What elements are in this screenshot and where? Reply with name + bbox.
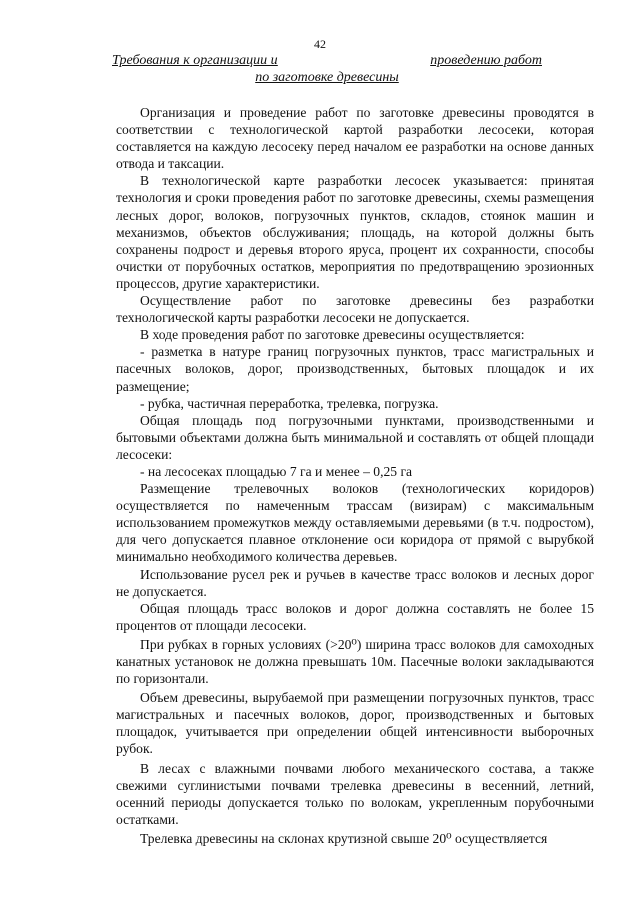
section-heading [112,53,542,86]
heading-line-1 [112,53,542,69]
paragraph: В технологической карте разработки лесосек указывается: принятая технология и сроки проведения работ по заготовке древесины, схемы размещения лесных дорог, волоков, погрузочных пунктов, складов, стоянок машин и механизмов, объектов обслуживания; площадь, на которой должны быть сохранены подрост и деревья второго яруса, процент их сохранности, способы очистки от порубочных остатков, мероприятия по предотвращению эрозионных процессов, другие характеристики. [116,173,594,291]
list-item: - рубка, частичная переработка, трелевка, погрузка. [140,395,439,411]
page-number: 42 [314,37,326,51]
list-item: - разметка в натуре границ погрузочных пунктов, трасс магистральных и пасечных волоков, дорог, производственных, бытовых площадок и их размещение; [116,344,594,394]
paragraph: В ходе проведения работ по заготовке древесины осуществляется: [140,327,525,343]
document-body [116,104,594,847]
list-item: - на лесосеках площадью 7 га и менее – 0,25 га [140,463,413,479]
paragraph: Объем древесины, вырубаемой при размещении погрузочных пунктов, трасс магистральных и пасечных волоков, дорог, производственных и бытовых площадок, учитывается при определении общей интенсивности выборочных рубок. [116,690,594,757]
paragraph: При рубках в горных условиях (>20⁰) ширина трасс волоков для самоходных канатных установок не должна превышать 10м. Пасечные волоки закладываются по горизонтали. [116,636,594,687]
heading-line-1-right: проведению работ [430,53,542,68]
paragraph: Организация и проведение работ по заготовке древесины проводятся в соответствии с технологической картой разработки лесосеки, которая составляется на каждую лесосеку перед началом ее разработки на основе данных отвода и таксации. [116,105,594,172]
paragraph: Размещение трелевочных волоков (технологических коридоров) осуществляется по намеченным трассам (визирам) с максимальным использованием промежутков между оставляемыми деревьями (в т.ч. подростом), для чего допускается плавное отклонение оси коридора от прямой с вырубкой минимально необходимого количества деревьев. [116,481,594,565]
paragraph: Общая площадь под погрузочными пунктами, производственными и бытовыми объектами должна быть минимальной и составлять от общей площади лесосеки: [116,412,594,462]
heading-line-2: по заготовке древесины [255,70,399,85]
paragraph: Общая площадь трасс волоков и дорог должна составлять не более 15 процентов от площади лесосеки. [116,600,594,633]
paragraph: В лесах с влажными почвами любого механического состава, а также свежими суглинистыми почвами трелевка древесины в весенний, летний, осенний периоды допускается только по волокам, укрепленным порубочными остатками. [116,760,594,827]
paragraph: Использование русел рек и ручьев в качестве трасс волоков и лесных дорог не допускается. [116,566,594,599]
paragraph: Осуществление работ по заготовке древесины без разработки технологической карты разработки лесосеки не допускается. [116,293,594,326]
paragraph: Трелевка древесины на склонах крутизной свыше 20⁰ осуществляется [140,830,548,846]
heading-line-1-left: Требования к организации и [112,53,278,68]
